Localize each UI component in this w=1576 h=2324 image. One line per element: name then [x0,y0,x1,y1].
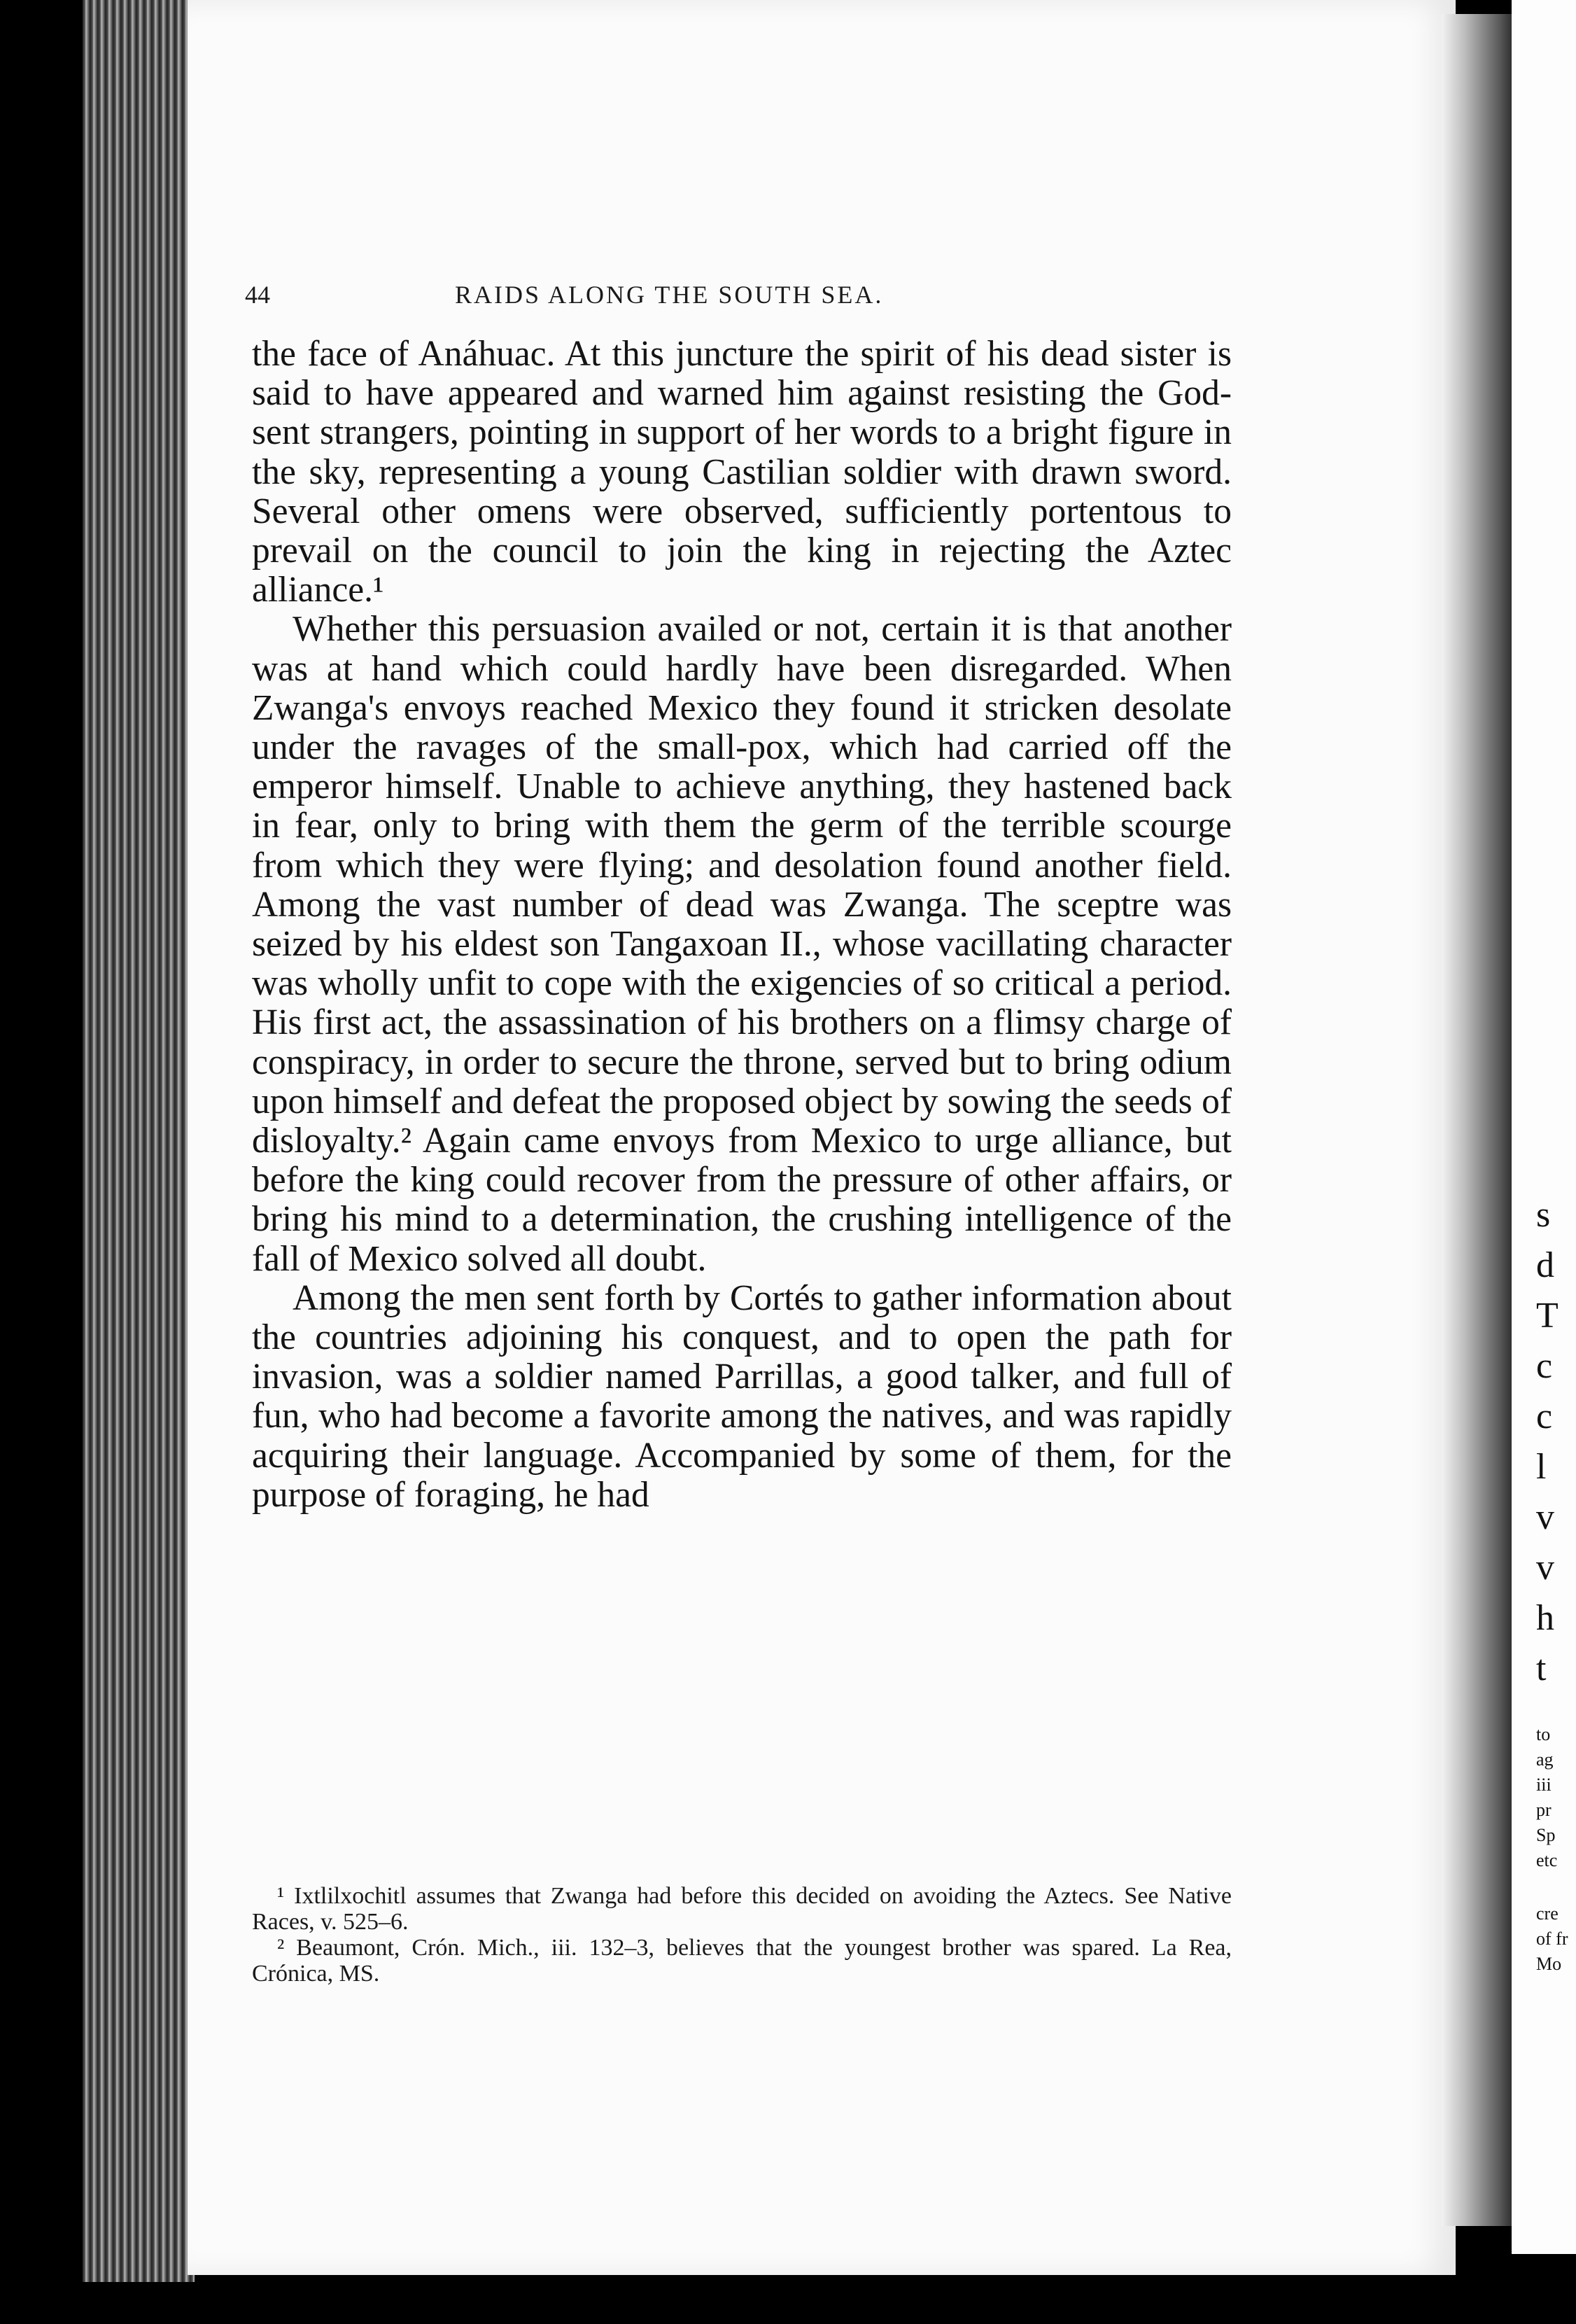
footnote: ¹ Ixtlilxochitl assumes that Zwanga had before this decided on avoiding the Aztecs. See Native Races, v. 525–6. [252,1883,1232,1935]
fragment: to [1536,1724,1551,1744]
fragment: cre [1536,1903,1559,1924]
running-title: RAIDS ALONG THE SOUTH SEA. [455,281,884,309]
body-text [252,335,1232,1515]
footnotes [252,1883,1232,1987]
fragment: v [1536,1497,1554,1537]
fragment: ag [1536,1749,1554,1770]
fragment: Sp [1536,1825,1556,1845]
footnote: ² Beaumont, Crón. Mich., iii. 132–3, believes that the youngest brother was spared. La Rea, Crónica, MS. [252,1935,1232,1987]
fragment: Mo [1536,1954,1562,1974]
fragment: of fr [1536,1928,1568,1949]
fragment: iii [1536,1774,1552,1795]
fragment: T [1536,1296,1559,1336]
paragraph: Among the men sent forth by Cortés to gather information about the countries adjoining his conquest, and to open the path for invasion, was a soldier named Parrillas, a good talker, and full of fun, who had become a favorite among the natives, and was rapidly acquiring their language. Accompanied by some of them, for the purpose of foraging, he had [252,1278,1232,1515]
fragment: d [1536,1245,1554,1285]
fragment: etc [1536,1850,1558,1870]
page-number: 44 [245,281,270,309]
paragraph: Whether this persuasion availed or not, certain it is that another was at hand which could hardly have been disregarded. When Zwanga's envoys reached Mexico they found it stricken desolate under the ravages of the small-pox, which had carried off the emperor himself. Unable to achieve anything, they hastened back in fear, only to bring with them the germ of the terrible scourge from which they were flying; and desolation found another field. Among the vast number of dead was Zwanga. The sceptre was seized by his eldest son Tangaxoan II., whose vacillating character was wholly unfit to cope with the exigencies of so critical a period. His first act, the assassination of his brothers on a flimsy charge of conspiracy, in order to secure the throne, served but to bring odium upon himself and defeat the proposed object by sowing the seeds of disloyalty.² Again came envoys from Mexico to urge alliance, but before the king could recover from the pressure of other affairs, or bring his mind to a determination, the crushing intelligence of the fall of Mexico solved all doubt. [252,609,1232,1279]
left-page-edges [83,0,195,2282]
next-page-text-fragments [1536,1190,1576,1977]
fragment: t [1536,1648,1547,1688]
fragment: c [1536,1396,1553,1436]
book-gutter-shadow [1442,14,1519,2226]
running-head [245,280,1141,322]
fragment: l [1536,1447,1547,1487]
fragment: h [1536,1598,1554,1638]
fragment: c [1536,1346,1553,1386]
fragment: pr [1536,1800,1552,1820]
paragraph: the face of Anáhuac. At this juncture the spirit of his dead sister is said to have appeared and warned him against resisting the God-sent strangers, pointing in support of her words to a bright figure in the sky, representing a young Castilian soldier with drawn sword. Several other omens were observed, sufficiently portentous to prevail on the council to join the king in rejecting the Aztec alliance.¹ [252,334,1232,610]
fragment: v [1536,1548,1554,1588]
fragment: s [1536,1195,1551,1235]
